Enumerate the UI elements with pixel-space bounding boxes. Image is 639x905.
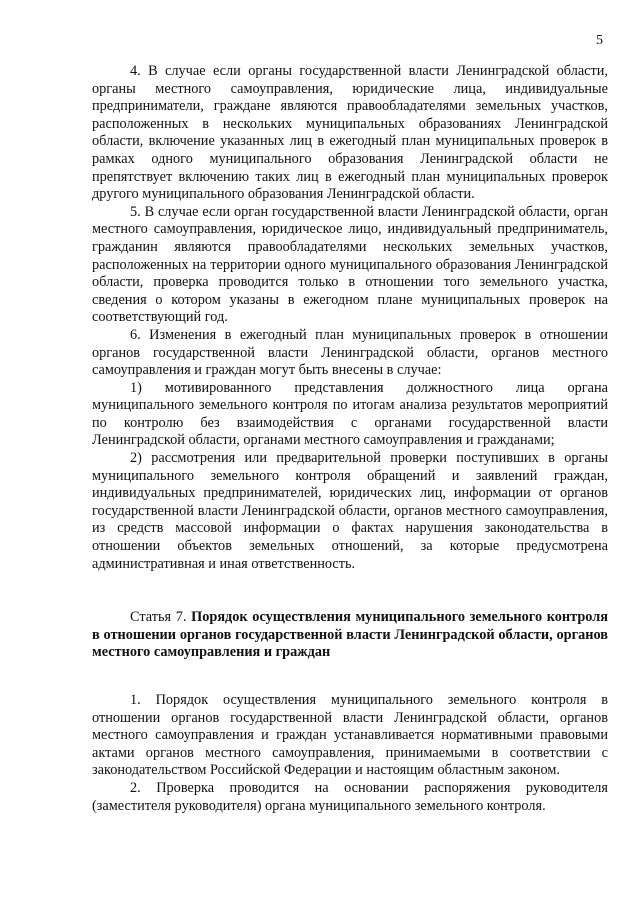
page-number: 5 (596, 33, 603, 48)
paragraph-4: 4. В случае если органы государственной власти Ленинградской области, органы местного самоуправления, юридические лица, индивидуальные предприниматели, граждане являются правообладателями земельных участков, расположенных в нескольких муниципальных образованиях Ленинградской области, включение указанных лиц в ежегодный план муниципальных проверок в рамках одного муниципального образования Ленинградской области не препятствует включению таких лиц в ежегодный план муниципальных проверок другого муниципального образования Ленинградской области. (92, 63, 608, 203)
article-7-heading (92, 609, 608, 662)
article-7-title: Порядок осуществления муниципального земельного контроля в отношении органов государственной власти Ленинградской области, органов местного самоуправления и граждан (92, 609, 609, 661)
article-7-number: Статья 7. (130, 609, 187, 626)
spacer (92, 662, 608, 692)
article-7-paragraph-1: 1. Порядок осуществления муниципального земельного контроля в отношении органов государственной власти Ленинградской области, органов местного самоуправления и граждан устанавливается нормативными правовыми актами органов местного самоуправления, принимаемыми в соответствии с законодательством Российской Федерации и настоящим областным законом. (92, 692, 608, 779)
paragraph-6: 6. Изменения в ежегодный план муниципальных проверок в отношении органов государственной власти Ленинградской области, органов местного самоуправления и граждан могут быть внесены в случае: (92, 326, 608, 379)
paragraph-6-item-1: 1) мотивированного представления должностного лица органа муниципального земельного контроля по итогам анализа результатов мероприятий по контролю без взаимодействия с органами государственной власти Ленинградской области, органами местного самоуправления и гражданами; (92, 379, 608, 449)
paragraph-6-item-2: 2) рассмотрения или предварительной проверки поступивших в органы муниципального земельного контроля обращений и заявлений граждан, индивидуальных предпринимателей, юридических лиц, информации от органов государственной власти Ленинградской области, органов местного самоуправления, из средств массовой информации о фактах нарушения законодательства в отношении объектов земельных отношений, за которые предусмотрена административная и иная ответственность. (92, 450, 608, 572)
paragraph-5: 5. В случае если орган государственной власти Ленинградской области, орган местного самоуправления, юридическое лицо, индивидуальный предприниматель, гражданин являются правообладателями нескольких земельных участков, расположенных на территории одного муниципального образования Ленинградской области, проверка проводится только в отношении того земельного участка, сведения о котором указаны в ежегодном плане муниципальных проверок на соответствующий год. (92, 203, 608, 326)
document-body (92, 63, 608, 815)
article-7-paragraph-2: 2. Проверка проводится на основании распоряжения руководителя (заместителя руководителя) органа муниципального земельного контроля. (92, 779, 608, 814)
